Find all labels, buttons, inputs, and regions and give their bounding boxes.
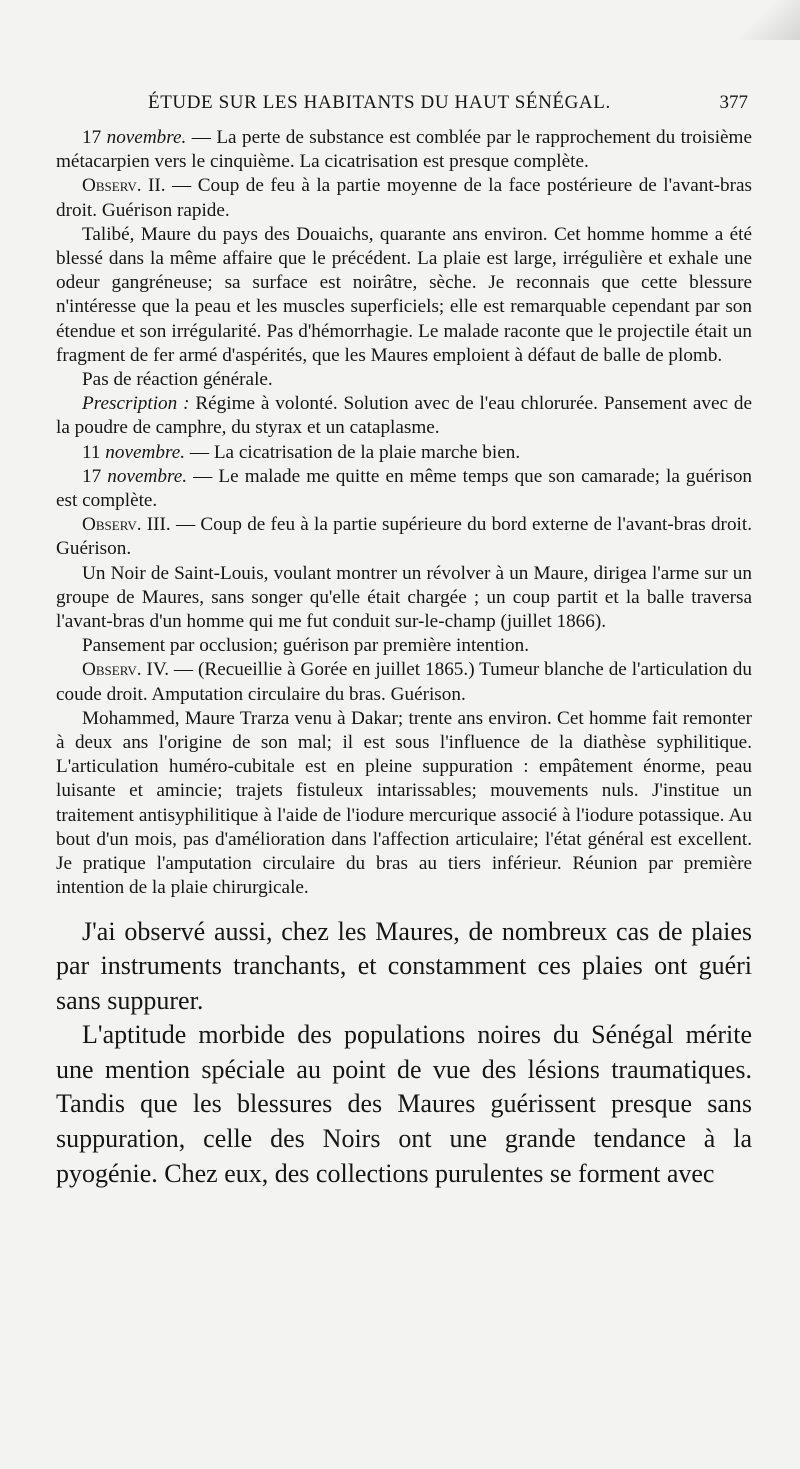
paragraph-text: Un Noir de Saint-Louis, voulant montrer un révolver à un Maure, dirigea l'arme sur un groupe de Maures, sans songer qu'elle était chargée ; un coup partit et la balle traversa l'avant-bras d'un homme qui me fut conduit sur-le-champ (juillet 1866).	[56, 562, 752, 633]
paragraph-text: Mohammed, Maure Trarza venu à Dakar; trente ans environ. Cet homme fait remonter à deux ans l'origine de son mal; il est sous l'influence de la diathèse syphilitique. L'articulation huméro-cubitale est en pleine suppuration : empâtement énorme, peau luisante et amincie; trajets fistuleux intarissables; mouvements nuls. J'institue un traitement antisyphilitique à l'aide de l'iodure mercurique associé à l'iodure potassique. Au bout d'un mois, pas d'amélioration dans l'affection articulaire; l'état général est excellent. Je pratique l'amputation circulaire du bras au tiers inférieur. Réunion par première intention de la plaie chirurgicale.	[56, 707, 752, 899]
paragraph-text: — Le malade me quitte en même temps que son camarade; la guérison est complète.	[56, 465, 753, 512]
paragraph-date: novembre.	[107, 465, 188, 487]
paragraph-text: — La cicatrisation de la plaie marche bien.	[185, 441, 521, 463]
case-paragraph	[56, 658, 752, 706]
paragraph-text: III. — Coup de feu à la partie supérieure du bord externe de l'avant-bras droit. Guérison.	[56, 514, 752, 560]
paragraph-text: Régime à volonté. Solution avec de l'eau chlorurée. Pansement avec de la poudre de camphre, du styrax et un cataplasme.	[56, 393, 752, 439]
paragraph-text: Talibé, Maure du pays des Douaichs, quarante ans environ. Cet homme homme a été blessé dans la même affaire que le précédent. La plaie est large, irrégulière et exhale une odeur gangréneuse; sa surface est noirâtre, sèche. Je reconnais que cette blessure n'intéresse que la peau et les muscles superficiels; elle est remarquable cependant par son étendue et son irrégularité. Pas d'hémorrhagie. Le malade raconte que le projectile était un fragment de fer armé d'aspérités, que les Maures emploient à défaut de balle de plomb.	[56, 223, 752, 366]
paragraph-lead: 17	[82, 465, 108, 487]
observation-label: Observ.	[82, 514, 142, 536]
page-body	[56, 126, 752, 1191]
case-paragraph	[56, 513, 752, 561]
page-number: 377	[719, 92, 748, 113]
case-paragraph	[56, 126, 752, 174]
paragraph-text: Pas de réaction générale.	[82, 369, 273, 391]
case-notes	[56, 126, 752, 901]
case-paragraph	[56, 634, 752, 658]
case-paragraph	[56, 174, 752, 222]
paragraph-lead: 17	[82, 127, 107, 148]
case-paragraph	[56, 392, 752, 440]
paragraph-text: Pansement par occlusion; guérison par première intention.	[82, 635, 530, 657]
main-paragraph: L'aptitude morbide des populations noires du Sénégal mérite une mention spéciale au point de vue des lésions traumatiques. Tandis que les blessures des Maures guérissent presque sans suppuration, celle des Noirs ont une grande tendance à la pyogénie. Chez eux, des collections purulentes se forment avec	[56, 1020, 752, 1188]
paragraph-lead: 11	[82, 441, 106, 463]
paragraph-date: Prescription :	[82, 393, 190, 415]
main-paragraph: J'ai observé aussi, chez les Maures, de nombreux cas de plaies par instruments tranchants, et constamment ces plaies ont guéri sans suppurer.	[56, 916, 752, 1015]
running-title: ÉTUDE SUR LES HABITANTS DU HAUT SÉNÉGAL.	[148, 92, 611, 113]
observation-label: Observ.	[82, 659, 142, 681]
main-text	[56, 915, 752, 1192]
case-paragraph	[56, 707, 752, 901]
paragraph-text: — La perte de substance est comblée par le rapprochement du troisième métacarpien vers le cinquième. La cicatrisation est presque complète.	[56, 127, 752, 173]
case-paragraph	[56, 441, 752, 465]
case-paragraph	[56, 562, 752, 635]
scan-shadow	[730, 0, 800, 40]
paragraph-text: II. — Coup de feu à la partie moyenne de la face postérieure de l'avant-bras droit. Guérison rapide.	[56, 175, 752, 221]
case-paragraph	[56, 223, 752, 368]
running-head	[56, 92, 748, 118]
paragraph-date: novembre.	[106, 127, 187, 148]
observation-label: Observ.	[82, 175, 142, 197]
case-paragraph	[56, 465, 752, 513]
paragraph-text: IV. — (Recueillie à Gorée en juillet 1865.) Tumeur blanche de l'articulation du coude droit. Amputation circulaire du bras. Guérison.	[56, 659, 752, 705]
case-paragraph	[56, 368, 752, 392]
paragraph-date: novembre.	[105, 441, 186, 463]
